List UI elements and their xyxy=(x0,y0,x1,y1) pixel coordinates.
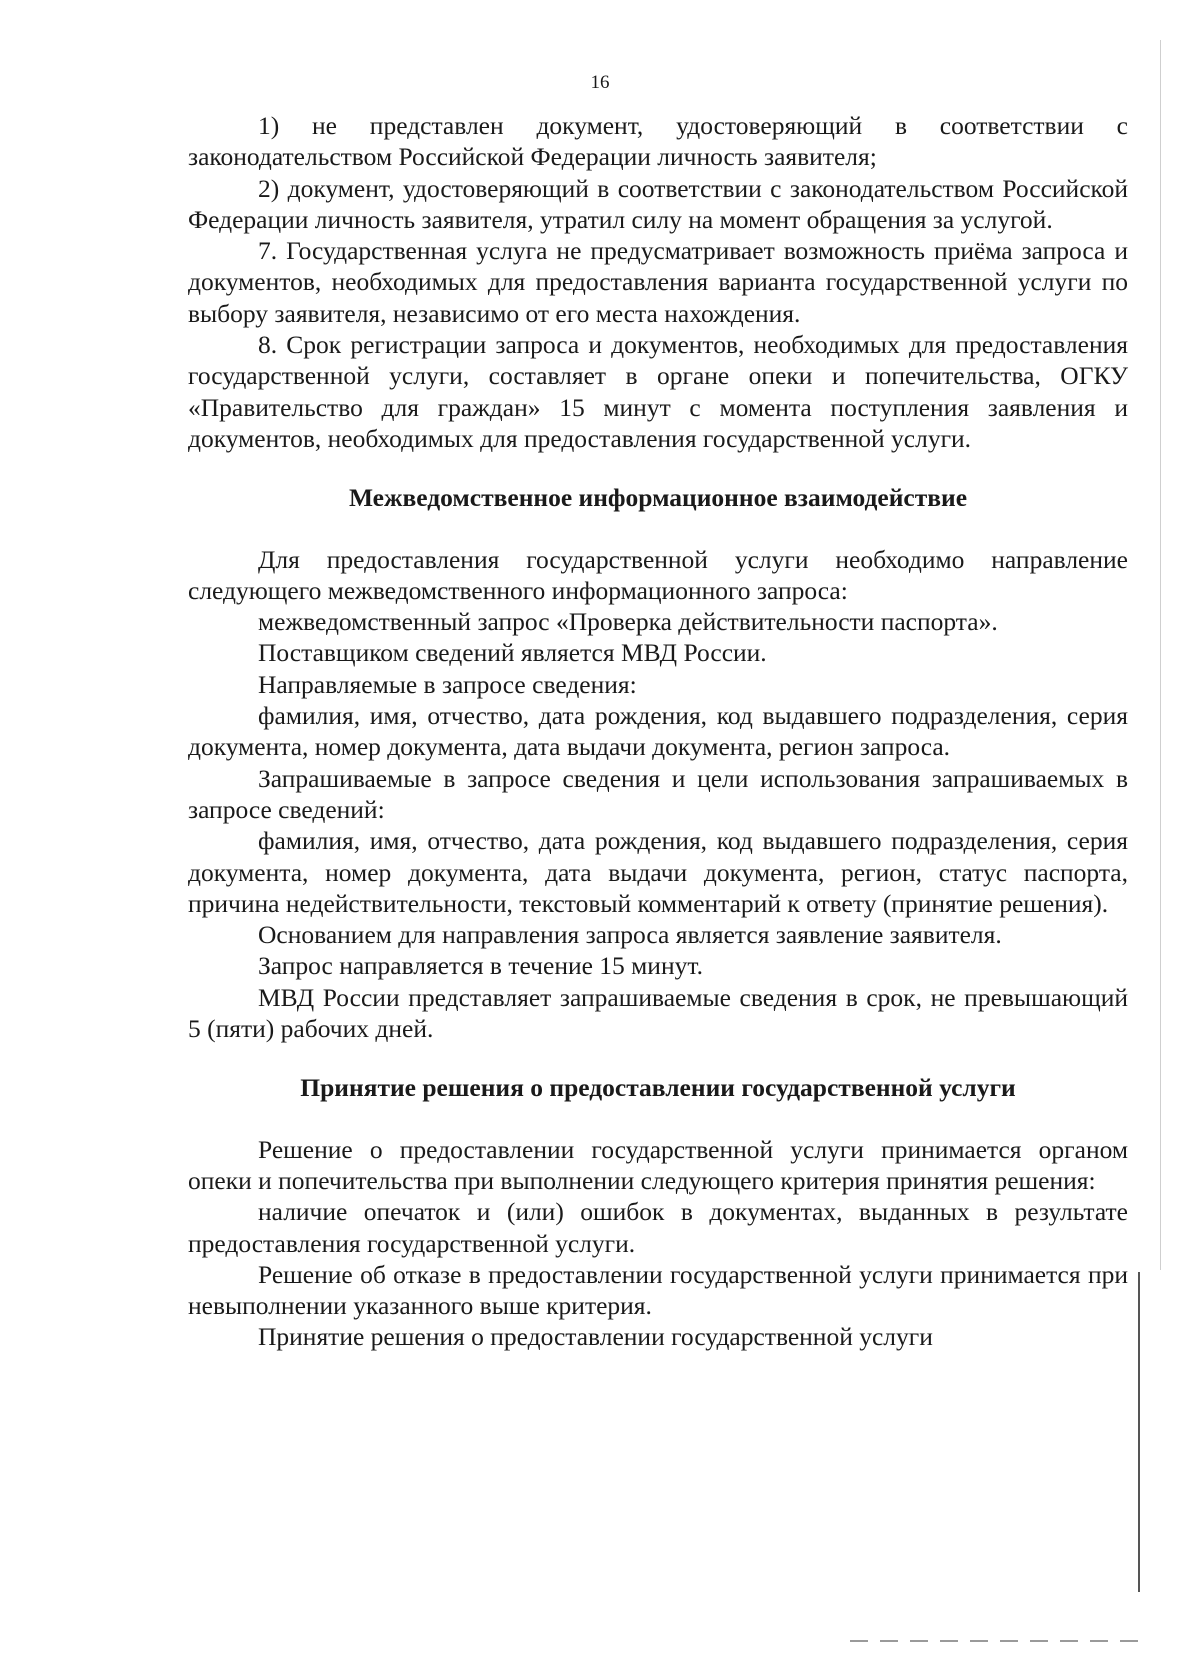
scan-margin-line xyxy=(1138,1272,1140,1592)
paragraph: Решение об отказе в предоставлении государственной услуги принимается при невыполнении указанного выше критерия. xyxy=(188,1259,1128,1321)
page-edge-line xyxy=(1160,40,1161,1270)
paragraph: межведомственный запрос «Проверка действительности паспорта». xyxy=(258,607,998,637)
paragraph: 8. Срок регистрации запроса и документов, необходимых для предоставления государственной услуги, составляет в органе опеки и попечительства, ОГКУ «Правительство для граждан» 15 минут с момента поступления заявления и документов, необходимых для предоставления государственной услуги. xyxy=(188,330,1128,453)
paragraph: МВД России представляет запрашиваемые сведения в срок, не превышающий 5 (пяти) рабочих дней. xyxy=(188,982,1128,1044)
paragraph: Решение о предоставлении государственной услуги принимается органом опеки и попечительства при выполнении следующего критерия принятия решения: xyxy=(188,1134,1128,1195)
paragraph: Запрос направляется в течение 15 минут. xyxy=(258,951,703,981)
paragraph: Принятие решения о предоставлении государственной услуги xyxy=(258,1322,933,1352)
paragraph: Направляемые в запросе сведения: xyxy=(258,669,637,699)
paragraph: Поставщиком сведений является МВД России. xyxy=(258,638,767,668)
document-body-top xyxy=(188,110,1128,1353)
paragraph: 1) не представлен документ, удостоверяющий в соответствии с законодательством Российской Федерации личность заявителя; xyxy=(188,111,1128,172)
paragraph: Основанием для направления запроса является заявление заявителя. xyxy=(258,920,1002,950)
section-heading-interdepartmental: Межведомственное информационное взаимодействие xyxy=(348,483,968,513)
paragraph: 7. Государственная услуга не предусматривает возможность приёма запроса и документов, необходимых для предоставления варианта государственной услуги по выбору заявителя, независимо от его места нахождения. xyxy=(188,236,1128,328)
scan-bottom-dashes xyxy=(850,1640,1140,1642)
section-heading-decision: Принятие решения о предоставлении государственной услуги xyxy=(300,1073,1016,1103)
paragraph: 2) документ, удостоверяющий в соответствии с законодательством Российской Федерации личность заявителя, утратил силу на момент обращения за услугой. xyxy=(188,173,1128,234)
paragraph: фамилия, имя, отчество, дата рождения, код выдавшего подразделения, серия документа, номер документа, дата выдачи документа, регион, статус паспорта, причина недействительности, текстовый комментарий к ответу (принятие решения). xyxy=(188,826,1128,918)
paragraph: Для предоставления государственной услуги необходимо направление следующего межведомственного информационного запроса: xyxy=(188,544,1128,605)
page-number: 16 xyxy=(590,72,610,93)
paragraph: наличие опечаток и (или) ошибок в документах, выданных в результате предоставления государственной услуги. xyxy=(188,1197,1128,1258)
paragraph: фамилия, имя, отчество, дата рождения, код выдавшего подразделения, серия документа, номер документа, дата выдачи документа, регион запроса. xyxy=(188,701,1128,762)
paragraph: Запрашиваемые в запросе сведения и цели использования запрашиваемых в запросе сведений: xyxy=(188,763,1128,824)
